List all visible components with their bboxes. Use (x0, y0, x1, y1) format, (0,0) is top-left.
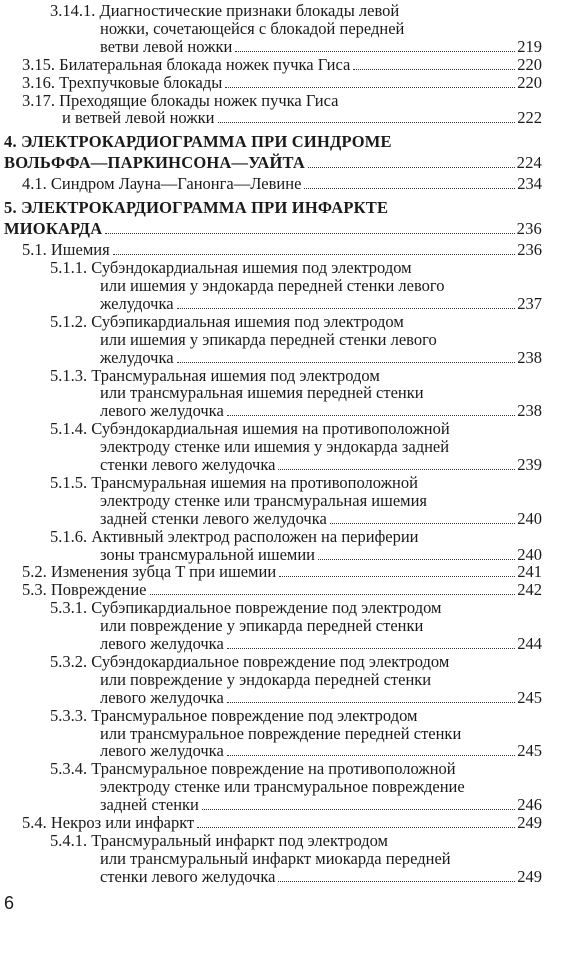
toc-title: электроду стенке или трансмуральное повреждение (100, 777, 465, 797)
toc-title: Трансмуральное повреждение под электродом (91, 705, 418, 725)
dot-leader (227, 755, 515, 756)
toc-page-number: 239 (517, 455, 542, 474)
toc-section-number: 5.1.2. (50, 311, 92, 331)
toc-title: или трансмуральный инфаркт миокарда передней (100, 848, 451, 868)
toc-title: или трансмуральная ишемия передней стенки (100, 383, 424, 403)
dot-leader (150, 594, 516, 595)
toc-section-number: 3.17. (22, 90, 60, 110)
dot-leader (105, 233, 514, 234)
toc-title: Ишемия (50, 240, 110, 260)
toc-title: Трансмуральное повреждение на противоположной (91, 759, 456, 779)
toc-page-number: 249 (517, 866, 542, 886)
toc-line-text (4, 218, 102, 240)
toc-page-number: 240 (517, 508, 542, 528)
toc-section-number: 4.1. (22, 174, 51, 194)
toc-page-number: 245 (517, 741, 542, 761)
toc-title: Изменения зубца T при ишемии (50, 562, 277, 582)
toc-title: или ишемия у эндокарда передней стенки левого (100, 276, 445, 295)
toc-page-number: 238 (517, 401, 542, 421)
toc-line (4, 218, 542, 240)
toc-line-text (22, 173, 301, 195)
toc-line (4, 197, 542, 219)
toc-line (62, 107, 542, 129)
toc-title: электроду стенке или ишемия у эндокарда задней (100, 437, 450, 457)
toc-section-number: 5.1.5. (50, 472, 92, 492)
toc-title: зоны трансмуральной ишемии (100, 544, 316, 564)
toc-section-number: 3.16. (22, 72, 60, 92)
toc-section-number: 5.3.3. (50, 705, 92, 725)
toc-title: или трансмуральное повреждение передней стенки (100, 723, 462, 743)
dot-leader (235, 51, 515, 52)
dot-leader (218, 122, 516, 123)
toc-line-text (4, 152, 305, 174)
toc-section-number: 5.1. (22, 240, 51, 260)
toc-title: Субэпикардиальное повреждение под электродом (91, 598, 442, 618)
dot-leader (227, 415, 515, 416)
toc-line (4, 131, 542, 153)
toc-page-number: 249 (517, 813, 542, 832)
toc-page-number: 222 (517, 108, 542, 128)
toc-title: Трансмуральная ишемия под электродом (91, 365, 380, 385)
toc-title: ВОЛЬФФА—ПАРКИНСОНА—УАЙТА (4, 153, 306, 173)
toc-line (22, 173, 542, 195)
toc-title: или повреждение у эндокарда передней стенки (100, 669, 432, 689)
toc-title: задней стенки левого желудочка (100, 508, 327, 528)
dot-leader (278, 881, 515, 882)
toc-title: электроду стенке или трансмуральная ишемия (100, 490, 428, 510)
toc-line-text (100, 866, 275, 888)
toc-page-number: 238 (517, 347, 542, 367)
dot-leader (197, 827, 515, 828)
toc-page-number: 241 (517, 562, 542, 582)
toc-section-number: 5.1.1. (50, 258, 92, 278)
toc-title: левого желудочка (100, 687, 224, 707)
toc-title: желудочка (100, 347, 174, 367)
toc-section-number: 3.15. (22, 54, 60, 74)
toc-title: ножки, сочетающейся с блокадой передней (100, 18, 405, 38)
toc-title: Трехпучковые блокады (59, 72, 223, 92)
toc-page-number: 242 (517, 580, 542, 600)
toc-page-number: 220 (517, 54, 542, 74)
toc-section-number: 4. (4, 132, 22, 152)
toc-line (100, 866, 542, 888)
toc-title: стенки левого желудочка (100, 866, 276, 886)
dot-leader (227, 648, 515, 649)
toc-section-number: 5.3. (22, 580, 51, 600)
dot-leader (227, 702, 515, 703)
toc-section-number: 5.4.1. (50, 830, 92, 850)
dot-leader (225, 87, 515, 88)
toc-section-number: 5.2. (22, 562, 51, 582)
toc-title: Трансмуральная ишемия на противоположной (91, 472, 418, 492)
toc-title: ЭЛЕКТРОКАРДИОГРАММА ПРИ ИНФАРКТЕ (21, 198, 389, 218)
toc-page-number: 245 (517, 687, 542, 707)
toc-page-number: 236 (516, 219, 542, 239)
toc-line-text (62, 107, 215, 129)
toc-title: левого желудочка (100, 401, 224, 421)
toc-title: МИОКАРДА (4, 219, 103, 239)
toc-section-number: 5.4. (22, 813, 51, 832)
dot-leader (304, 188, 515, 189)
page-number: 6 (4, 893, 15, 913)
toc-title: желудочка (100, 293, 174, 313)
dot-leader (330, 523, 515, 524)
toc-section-number: 5. (4, 198, 22, 218)
toc-title: и ветвей левой ножки (62, 108, 215, 128)
dot-leader (279, 576, 515, 577)
dot-leader (113, 254, 516, 255)
toc-page-number: 234 (517, 174, 542, 194)
toc-title: ЭЛЕКТРОКАРДИОГРАММА ПРИ СИНДРОМЕ (21, 132, 392, 152)
toc-title: задней стенки (100, 795, 199, 815)
dot-leader (177, 362, 516, 363)
toc-title: Билатеральная блокада ножек пучка Гиса (59, 54, 351, 74)
dot-leader (177, 308, 516, 309)
dot-leader (202, 809, 515, 810)
toc-section-number: 3.14.1. (50, 1, 100, 20)
toc-title: стенки левого желудочка (100, 455, 276, 474)
toc-section-number: 5.3.2. (50, 651, 92, 671)
toc-page-number: 219 (517, 36, 542, 56)
toc-section-number: 5.3.4. (50, 759, 92, 779)
toc-title: Активный электрод расположен на периферии (91, 526, 419, 546)
toc-title: ветви левой ножки (100, 36, 233, 56)
toc-title: Субэндокардиальная ишемия на противоположной (91, 419, 450, 439)
toc-page-number: 224 (516, 153, 542, 173)
toc-title: Диагностические признаки блокады левой (99, 1, 400, 20)
dot-leader (318, 559, 515, 560)
toc-line (4, 152, 542, 174)
toc-page-number: 244 (517, 634, 542, 653)
toc-section-number: 5.1.3. (50, 365, 92, 385)
toc-title: левого желудочка (100, 741, 224, 761)
toc-title: или ишемия у эпикарда передней стенки левого (100, 329, 437, 349)
toc-page-number: 246 (517, 795, 542, 815)
toc-title: Трансмуральный инфаркт под электродом (91, 830, 389, 850)
toc-page-number: 240 (517, 544, 542, 564)
dot-leader (353, 69, 515, 70)
toc-line-text (4, 131, 392, 153)
toc-page-number: 236 (517, 240, 542, 260)
toc-section-number: 5.1.6. (50, 526, 92, 546)
toc-title: Субэндокардиальная ишемия под электродом (91, 258, 412, 278)
toc-title: Повреждение (50, 580, 147, 600)
toc-title: Некроз или инфаркт (50, 813, 195, 832)
toc-title: Субэпикардиальная ишемия под электродом (91, 311, 404, 331)
toc-line-text (4, 197, 388, 219)
toc-title: Субэндокардиальное повреждение под электродом (91, 651, 450, 671)
dot-leader (278, 469, 515, 470)
toc-title: Синдром Лауна—Ганонга—Левине (50, 174, 302, 194)
toc-section-number: 5.3.1. (50, 598, 92, 618)
toc-section-number: 5.1.4. (50, 419, 92, 439)
toc-title: левого желудочка (100, 634, 224, 653)
toc-page-number: 237 (517, 293, 542, 313)
toc-title: Преходящие блокады ножек пучка Гиса (59, 90, 339, 110)
toc-page-number: 220 (517, 72, 542, 92)
toc-title: или повреждение у эпикарда передней стенки (100, 616, 424, 636)
dot-leader (308, 167, 515, 168)
